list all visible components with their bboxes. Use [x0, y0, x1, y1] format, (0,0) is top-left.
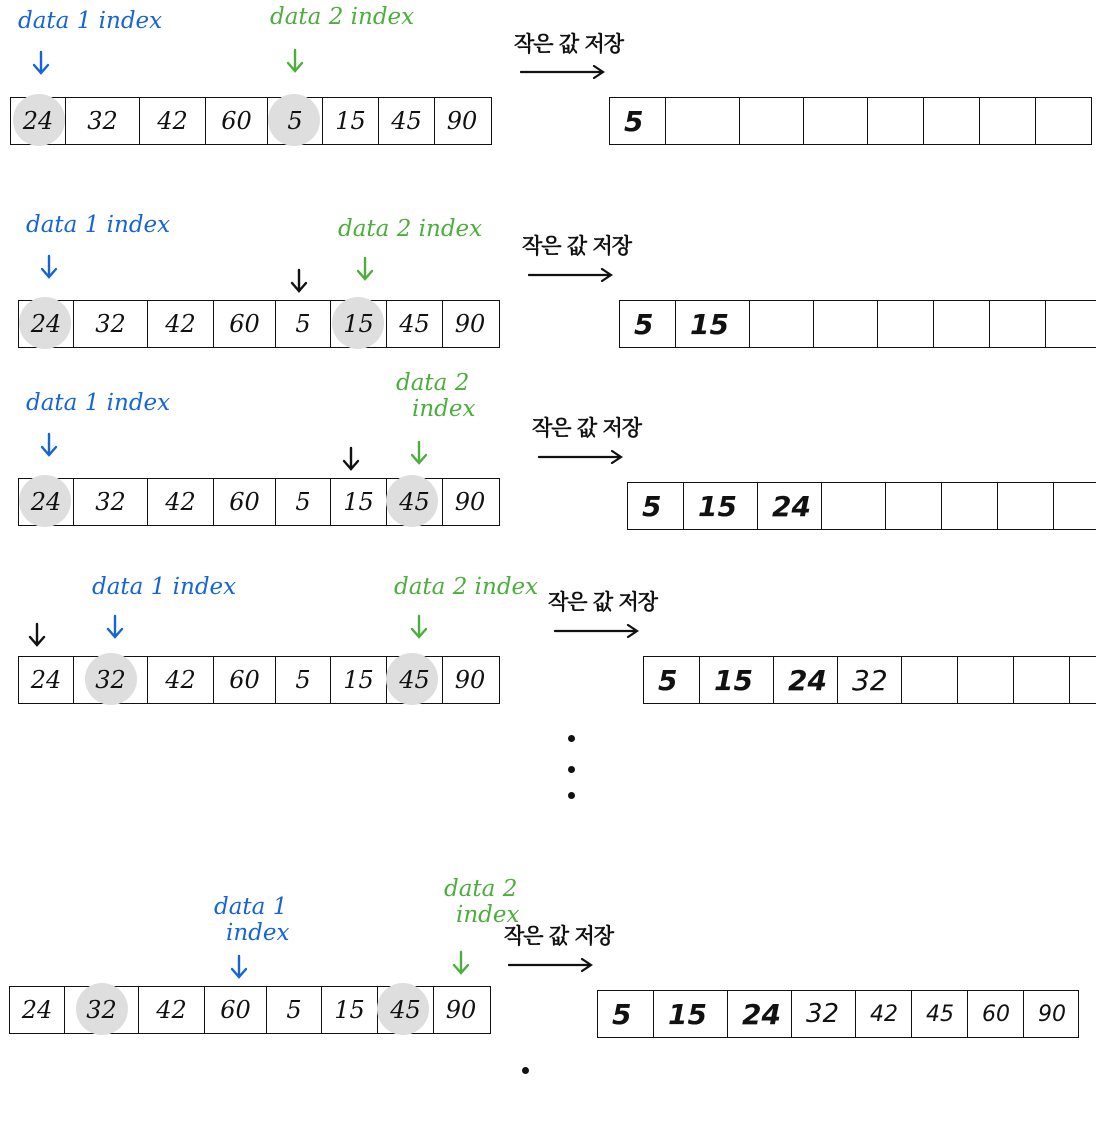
data1-pointer-arrow-icon — [230, 954, 248, 980]
data1-pointer-arrow-icon — [40, 432, 58, 458]
array-cell: 32 — [74, 479, 148, 525]
result-cell: 5 — [644, 657, 700, 703]
result-cell — [666, 98, 740, 144]
array-cell: 90 — [454, 666, 486, 694]
store-smaller-caption: 작은 값 저장 — [548, 590, 658, 614]
array-cell: 90 — [454, 488, 486, 516]
source-array-row — [9, 986, 491, 1034]
store-smaller-caption: 작은 값 저장 — [522, 234, 632, 258]
array-cell: 60 — [214, 301, 276, 347]
store-smaller-caption: 작은 값 저장 — [532, 416, 642, 440]
array-cell: 60 — [205, 987, 267, 1033]
array-cell: 24 — [19, 657, 74, 703]
result-cell — [958, 657, 1014, 703]
data1-index-label: data 1 index — [18, 8, 163, 34]
array-cell: 45 — [387, 479, 443, 525]
result-cell — [998, 483, 1054, 529]
data1-index-label: data 1 index — [92, 574, 237, 600]
result-cell — [804, 98, 868, 144]
result-cell — [814, 301, 878, 347]
result-cell — [878, 301, 934, 347]
array-cell: 45 — [387, 301, 443, 347]
data2-index-label: data 2 index — [394, 574, 539, 600]
array-cell: 42 — [148, 479, 214, 525]
array-cell: 90 — [445, 996, 477, 1024]
result-cell: 42 — [856, 991, 912, 1037]
array-cell: 5 — [276, 479, 331, 525]
array-cell: 32 — [66, 98, 140, 144]
ellipsis-dot — [522, 1067, 529, 1074]
data2-index-word: index — [456, 902, 520, 928]
data2-pointer-arrow-icon — [286, 48, 304, 74]
result-cell: 45 — [912, 991, 968, 1037]
result-array-row — [597, 990, 1079, 1038]
array-cell: 60 — [206, 98, 268, 144]
data1-pointer-arrow-icon — [32, 50, 50, 76]
store-smaller-caption: 작은 값 저장 — [514, 32, 624, 56]
source-array-row — [18, 478, 500, 526]
store-smaller-caption: 작은 값 저장 — [504, 924, 614, 948]
result-cell — [1036, 98, 1091, 144]
data2-pointer-arrow-icon — [356, 256, 374, 282]
result-cell: 15 — [700, 657, 774, 703]
array-cell: 5 — [267, 987, 322, 1033]
right-arrow-icon — [554, 624, 640, 638]
data2-pointer-arrow-icon — [410, 440, 428, 466]
result-cell: 15 — [654, 991, 728, 1037]
data1-index-label: data 1 index — [26, 212, 171, 238]
data2-short-label: data 2 — [396, 370, 470, 396]
result-array-row — [643, 656, 1096, 704]
data1-pointer-arrow-icon — [40, 254, 58, 280]
array-cell: 45 — [379, 98, 435, 144]
result-cell — [990, 301, 1046, 347]
data2-pointer-arrow-icon — [452, 950, 470, 976]
source-array-row — [10, 97, 492, 145]
data2-index-label: data 2 index — [338, 216, 483, 242]
array-cell: 24 — [10, 987, 65, 1033]
result-cell: 32 — [792, 991, 856, 1037]
ellipsis-dot — [568, 792, 575, 799]
data2-index-word: index — [412, 396, 476, 422]
data1-index-label: data 1 index — [26, 390, 171, 416]
result-cell: 5 — [598, 991, 654, 1037]
result-cell: 24 — [774, 657, 838, 703]
result-cell — [886, 483, 942, 529]
result-cell — [934, 301, 990, 347]
data1-short-label: data 1 — [214, 894, 288, 920]
right-arrow-icon — [520, 65, 606, 79]
result-cell — [822, 483, 886, 529]
result-cell: 24 — [758, 483, 822, 529]
array-cell: 24 — [19, 301, 74, 347]
array-cell: 5 — [276, 301, 331, 347]
array-cell: 42 — [148, 657, 214, 703]
previous-pointer-arrow-icon — [342, 446, 360, 472]
data2-pointer-arrow-icon — [410, 614, 428, 640]
array-cell: 42 — [139, 987, 205, 1033]
array-cell: 15 — [331, 657, 387, 703]
array-cell: 45 — [378, 987, 434, 1033]
previous-pointer-arrow-icon — [290, 268, 308, 294]
result-cell — [1014, 657, 1070, 703]
result-array-row — [609, 97, 1092, 145]
result-cell: 24 — [728, 991, 792, 1037]
result-cell — [924, 98, 980, 144]
result-cell — [1054, 483, 1096, 529]
result-cell: 5 — [628, 483, 684, 529]
result-cell — [942, 483, 998, 529]
result-cell — [868, 98, 924, 144]
result-cell: 5 — [610, 98, 666, 144]
ellipsis-dot — [568, 766, 575, 773]
previous-pointer-arrow-icon — [28, 622, 46, 648]
result-cell: 32 — [838, 657, 902, 703]
array-cell: 24 — [19, 479, 74, 525]
ellipsis-dot — [568, 735, 575, 742]
array-cell: 60 — [214, 657, 276, 703]
result-cell: 15 — [676, 301, 750, 347]
array-cell: 15 — [323, 98, 379, 144]
array-cell: 42 — [140, 98, 206, 144]
result-cell — [902, 657, 958, 703]
result-cell: 90 — [1038, 1001, 1066, 1027]
result-cell: 60 — [968, 991, 1024, 1037]
array-cell: 15 — [331, 479, 387, 525]
array-cell: 5 — [268, 98, 323, 144]
array-cell: 32 — [65, 987, 139, 1033]
data1-pointer-arrow-icon — [106, 614, 124, 640]
result-cell — [980, 98, 1036, 144]
right-arrow-icon — [538, 450, 624, 464]
array-cell: 42 — [148, 301, 214, 347]
array-cell: 90 — [446, 107, 478, 135]
array-cell: 60 — [214, 479, 276, 525]
data2-short-label: data 2 — [444, 876, 518, 902]
array-cell: 32 — [74, 657, 148, 703]
data2-index-label: data 2 index — [270, 4, 415, 30]
result-cell: 5 — [620, 301, 676, 347]
result-cell — [740, 98, 804, 144]
array-cell: 32 — [74, 301, 148, 347]
result-cell: 15 — [684, 483, 758, 529]
result-cell — [1070, 657, 1096, 703]
array-cell: 90 — [454, 310, 486, 338]
source-array-row — [18, 300, 500, 348]
result-cell — [1046, 301, 1096, 347]
array-cell: 15 — [331, 301, 387, 347]
result-array-row — [619, 300, 1096, 348]
result-cell — [750, 301, 814, 347]
right-arrow-icon — [508, 958, 594, 972]
array-cell: 24 — [11, 98, 66, 144]
data1-index-word: index — [226, 920, 290, 946]
source-array-row — [18, 656, 500, 704]
array-cell: 15 — [322, 987, 378, 1033]
array-cell: 45 — [387, 657, 443, 703]
array-cell: 5 — [276, 657, 331, 703]
right-arrow-icon — [528, 268, 614, 282]
result-array-row — [627, 482, 1096, 530]
